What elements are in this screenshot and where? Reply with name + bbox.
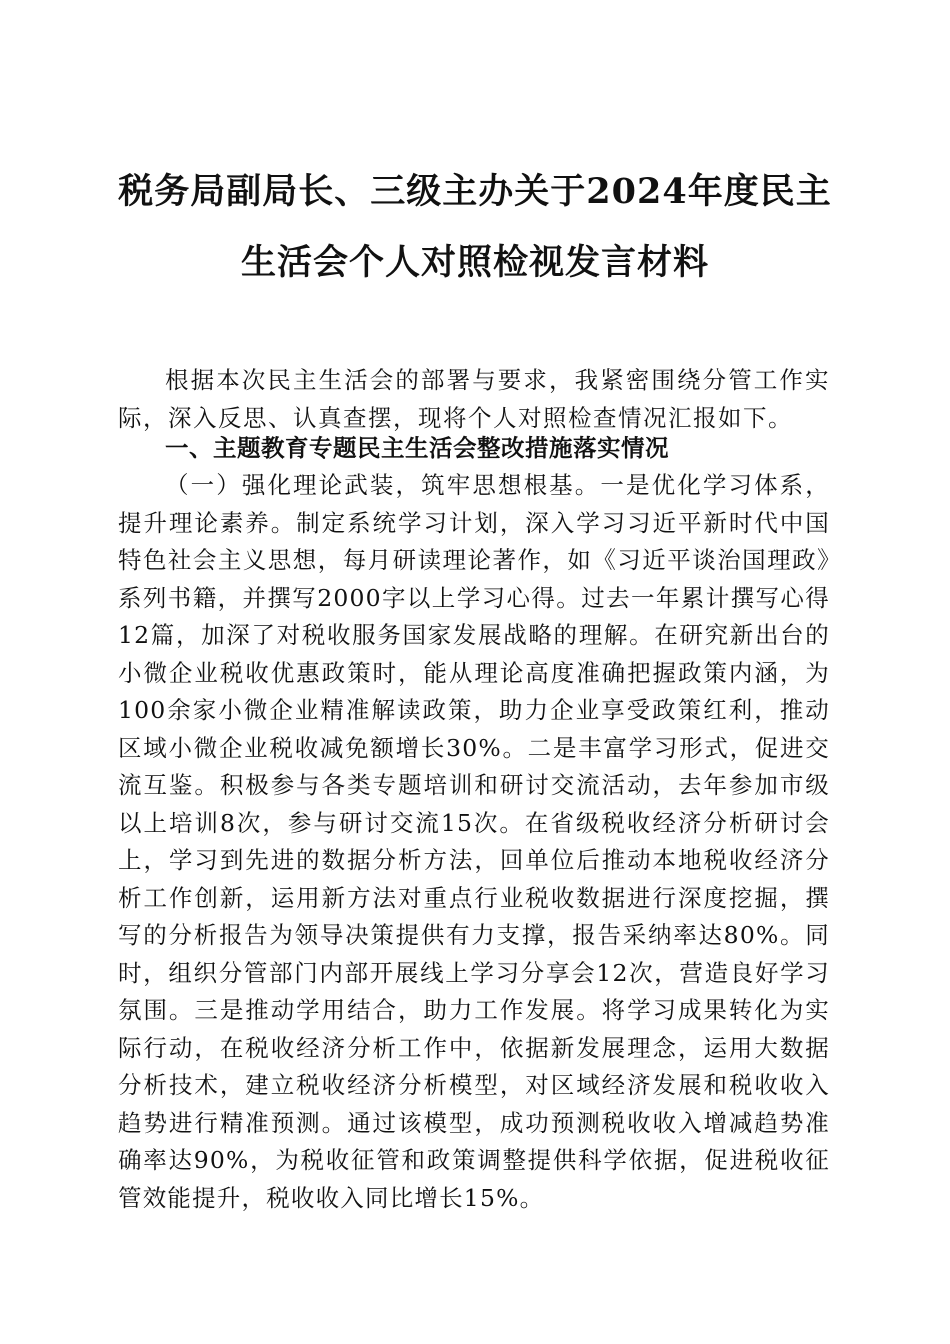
document-title-line-2: 生活会个人对照检视发言材料 [240,242,709,283]
document-title-line-1: 税务局副局长、三级主办关于2024年度民主 [118,171,832,212]
section-1-paragraph-1: （一）强化理论武装，筑牢思想根基。一是优化学习体系，提升理论素养。制定系统学习计划，深入学习习近平新时代中国特色社会主义思想，每月研读理论著作，如《习近平谈治国理政》系列书籍，并撰写2000字以上学习心得。过去一年累计撰写心得12篇，加深了对税收服务国家发展战略的理解。在研究新出台的小微企业税收优惠政策时，能从理论高度准确把握政策内涵，为100余家小微企业精准解读政策，助力企业享受政策红利，推动区域小微企业税收减免额增长30%。二是丰富学习形式，促进交流互鉴。积极参与各类专题培训和研讨交流活动，去年参加市级以上培训8次，参与研讨交流15次。在省级税收经济分析研讨会上，学习到先进的数据分析方法，回单位后推动本地税收经济分析工作创新，运用新方法对重点行业税收数据进行深度挖掘，撰写的分析报告为领导决策提供有力支撑，报告采纳率达80%。同时，组织分管部门内部开展线上学习分享会12次，营造良好学习氛围。三是推动学用结合，助力工作发展。将学习成果转化为实际行动，在税收经济分析工作中，依据新发展理念，运用大数据分析技术，建立税收经济分析模型，对区域经济发展和税收收入趋势进行精准预测。通过该模型，成功预测税收收入增减趋势准确率达90%，为税收征管和政策调整提供科学依据，促进税收征管效能提升，税收收入同比增长15%。 [118,471,830,1212]
section-heading-1: 一、主题教育专题民主生活会整改措施落实情况 [165,434,669,462]
intro-paragraph: 根据本次民主生活会的部署与要求，我紧密围绕分管工作实际，深入反思、认真查摆，现将个人对照检查情况汇报如下。 [118,366,830,432]
